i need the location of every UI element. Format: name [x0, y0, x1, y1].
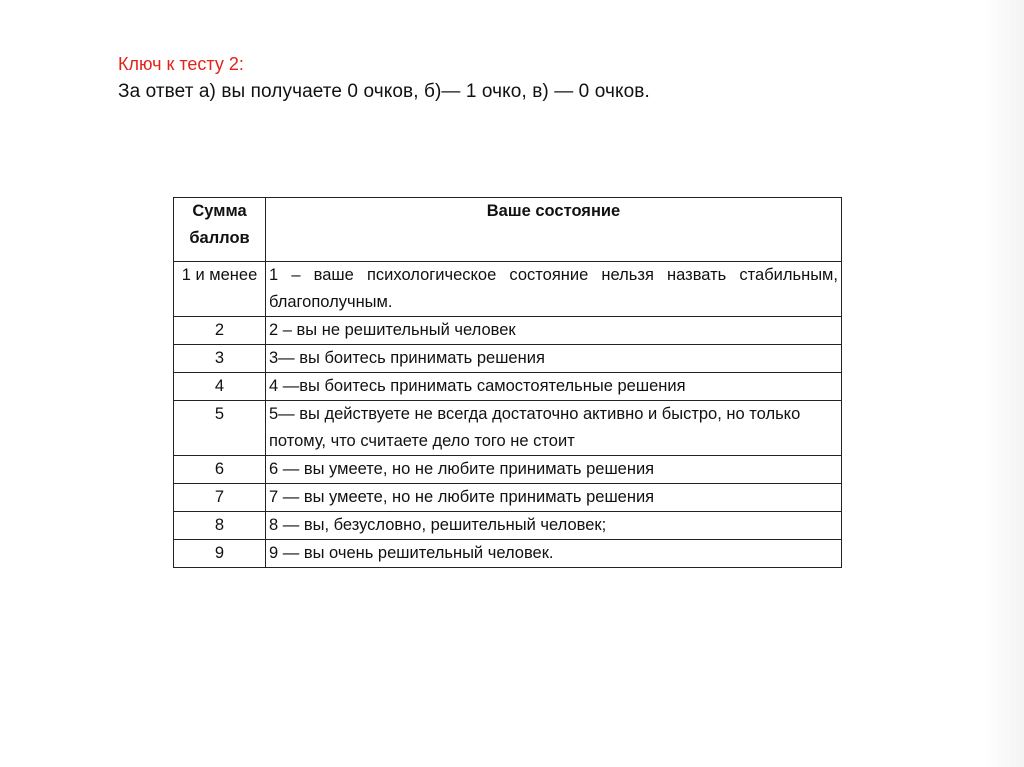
score-cell: 4	[174, 373, 266, 401]
score-cell: 9	[174, 540, 266, 568]
slide-subtitle: За ответ а) вы получаете 0 очков, б)— 1 очко, в) — 0 очков.	[118, 81, 650, 102]
state-cell: 1 – ваше психологическое состояние нельзя назвать стабильным, благополучным.	[266, 262, 842, 317]
score-key-table	[173, 197, 842, 568]
score-cell: 3	[174, 345, 266, 373]
score-cell: 6	[174, 456, 266, 484]
table-row	[174, 373, 842, 401]
score-cell: 5	[174, 401, 266, 456]
table-row	[174, 401, 842, 456]
score-cell: 1 и менее	[174, 262, 266, 317]
state-cell: 4 —вы боитесь принимать самостоятельные решения	[266, 373, 842, 401]
table-row	[174, 456, 842, 484]
state-cell: 2 – вы не решительный человек	[266, 317, 842, 345]
table-row	[174, 512, 842, 540]
score-cell: 7	[174, 484, 266, 512]
column-header-score: Сумма баллов	[174, 198, 266, 262]
table-row	[174, 345, 842, 373]
table-row	[174, 317, 842, 345]
state-cell: 6 — вы умеете, но не любите принимать решения	[266, 456, 842, 484]
table-header-row	[174, 198, 842, 262]
table-row	[174, 484, 842, 512]
table-row	[174, 540, 842, 568]
column-header-state: Ваше состояние	[266, 198, 842, 262]
score-cell: 8	[174, 512, 266, 540]
score-cell: 2	[174, 317, 266, 345]
table-row	[174, 262, 842, 317]
state-cell: 9 — вы очень решительный человек.	[266, 540, 842, 568]
state-cell: 5— вы действуете не всегда достаточно активно и быстро, но только потому, что считаете дело того не стоит	[266, 401, 842, 456]
state-cell: 3— вы боитесь принимать решения	[266, 345, 842, 373]
state-cell: 7 — вы умеете, но не любите принимать решения	[266, 484, 842, 512]
state-cell: 8 — вы, безусловно, решительный человек;	[266, 512, 842, 540]
slide-title: Ключ к тесту 2:	[118, 54, 244, 74]
